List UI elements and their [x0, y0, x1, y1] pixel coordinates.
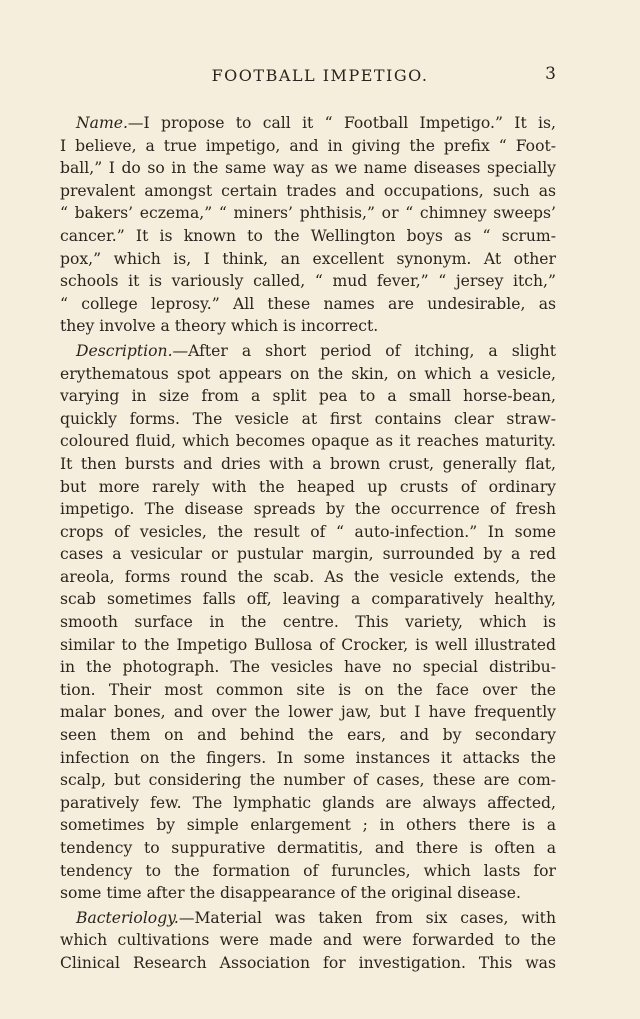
text-line — [60, 656, 556, 679]
line-text: they involve a theory which is incorrect. — [60, 317, 379, 336]
text-line — [60, 929, 556, 952]
line-text: which cultivations were made and were forwarded to the — [60, 931, 556, 950]
line-text: varying in size from a split pea to a small horse-bean, — [60, 387, 556, 406]
text-line — [60, 408, 556, 431]
line-text: ball,” I do so in the same way as we name diseases specially — [60, 159, 556, 178]
text-line — [60, 202, 556, 225]
text-line — [60, 157, 556, 180]
line-text: schools it is variously called, “ mud fever,” “ jersey itch,” — [60, 272, 556, 291]
line-text: scab sometimes falls off, leaving a comparatively healthy, — [60, 590, 556, 609]
line-text: impetigo. The disease spreads by the occurrence of fresh — [60, 500, 556, 519]
line-text: —After a short period of itching, a slight — [172, 341, 556, 360]
text-line — [60, 952, 556, 975]
page-number: 3 — [545, 64, 556, 84]
paragraph — [60, 112, 556, 338]
text-line — [60, 882, 556, 905]
line-text: I believe, a true impetigo, and in giving the prefix “ Foot- — [60, 136, 556, 155]
section-heading: Name. — [76, 114, 128, 132]
line-text: tion. Their most common site is on the face over the — [60, 680, 556, 699]
paragraph — [60, 907, 556, 975]
line-text: tendency to suppurative dermatitis, and there is often a — [60, 839, 556, 857]
text-line — [60, 634, 556, 657]
line-text: some time after the disappearance of the original disease. — [60, 884, 521, 903]
text-line — [60, 814, 556, 837]
text-line — [60, 385, 556, 408]
text-line — [60, 180, 556, 203]
text-line — [60, 270, 556, 293]
text-line — [60, 293, 556, 316]
section-heading: Description. — [76, 341, 173, 360]
line-text: cases a vesicular or pustular margin, surrounded by a red — [60, 545, 556, 564]
body-text — [60, 112, 556, 975]
text-line — [60, 521, 556, 544]
section-heading: Bacteriology. — [76, 908, 179, 927]
running-header-title: FOOTBALL IMPETIGO. — [211, 66, 429, 85]
text-line — [60, 543, 556, 566]
line-text: malar bones, and over the lower jaw, but I have frequently — [60, 703, 556, 722]
line-text: crops of vesicles, the result of “ auto-infection.” In some — [60, 522, 556, 541]
line-text: pox,” which is, I think, an excellent synonym. At other — [60, 249, 556, 268]
line-text: scalp, but considering the number of cases, these are com- — [60, 771, 556, 790]
line-text: sometimes by simple enlargement ; in others there is a — [60, 816, 556, 835]
text-line — [60, 315, 556, 338]
text-line — [60, 135, 556, 158]
text-line — [60, 611, 556, 634]
text-line — [60, 340, 556, 363]
text-line — [60, 907, 556, 930]
text-line — [60, 747, 556, 770]
text-line — [60, 792, 556, 815]
line-text: “ bakers’ eczema,” “ miners’ phthisis,” or “ chimney sweeps’ — [60, 204, 556, 223]
line-text: —I propose to call it “ Football Impetigo.” It is, — [127, 114, 556, 132]
text-line — [60, 860, 556, 883]
line-text: but more rarely with the heaped up crusts of ordinary — [60, 477, 556, 496]
line-text: paratively few. The lymphatic glands are always affected, — [60, 793, 556, 812]
line-text: prevalent amongst certain trades and occupations, such as — [60, 181, 556, 200]
text-line — [60, 701, 556, 724]
text-line — [60, 769, 556, 792]
line-text: seen them on and behind the ears, and by secondary — [60, 726, 556, 745]
text-line — [60, 476, 556, 499]
line-text: areola, forms round the scab. As the vesicle extends, the — [60, 567, 556, 586]
text-line — [60, 363, 556, 386]
line-text: smooth surface in the centre. This variety, which is — [60, 613, 556, 632]
paragraph — [60, 340, 556, 905]
text-line — [60, 453, 556, 476]
text-line — [60, 430, 556, 453]
text-line — [60, 498, 556, 521]
text-line — [60, 679, 556, 702]
text-line — [60, 566, 556, 589]
text-line — [60, 248, 556, 271]
line-text: in the photograph. The vesicles have no special distribu- — [60, 658, 556, 677]
text-line — [60, 837, 556, 860]
text-line — [60, 225, 556, 248]
line-text: cancer.” It is known to the Wellington boys as “ scrum- — [60, 226, 556, 245]
line-text: —Material was taken from six cases, with — [178, 908, 556, 927]
line-text: “ college leprosy.” All these names are undesirable, as — [60, 294, 556, 313]
line-text: Clinical Research Association for investigation. This was — [60, 953, 556, 972]
line-text: erythematous spot appears on the skin, on which a vesicle, — [60, 364, 556, 383]
text-line — [60, 588, 556, 611]
text-line — [60, 112, 556, 135]
line-text: infection on the fingers. In some instances it attacks the — [60, 748, 556, 767]
line-text: It then bursts and dries with a brown crust, generally flat, — [60, 454, 556, 473]
line-text: quickly forms. The vesicle at first contains clear straw- — [60, 409, 556, 428]
line-text: similar to the Impetigo Bullosa of Crocker, is well illustrated — [60, 635, 556, 654]
line-text: coloured fluid, which becomes opaque as it reaches maturity. — [60, 432, 556, 451]
line-text: tendency to the formation of furuncles, which lasts for — [60, 861, 556, 880]
text-line — [60, 724, 556, 747]
